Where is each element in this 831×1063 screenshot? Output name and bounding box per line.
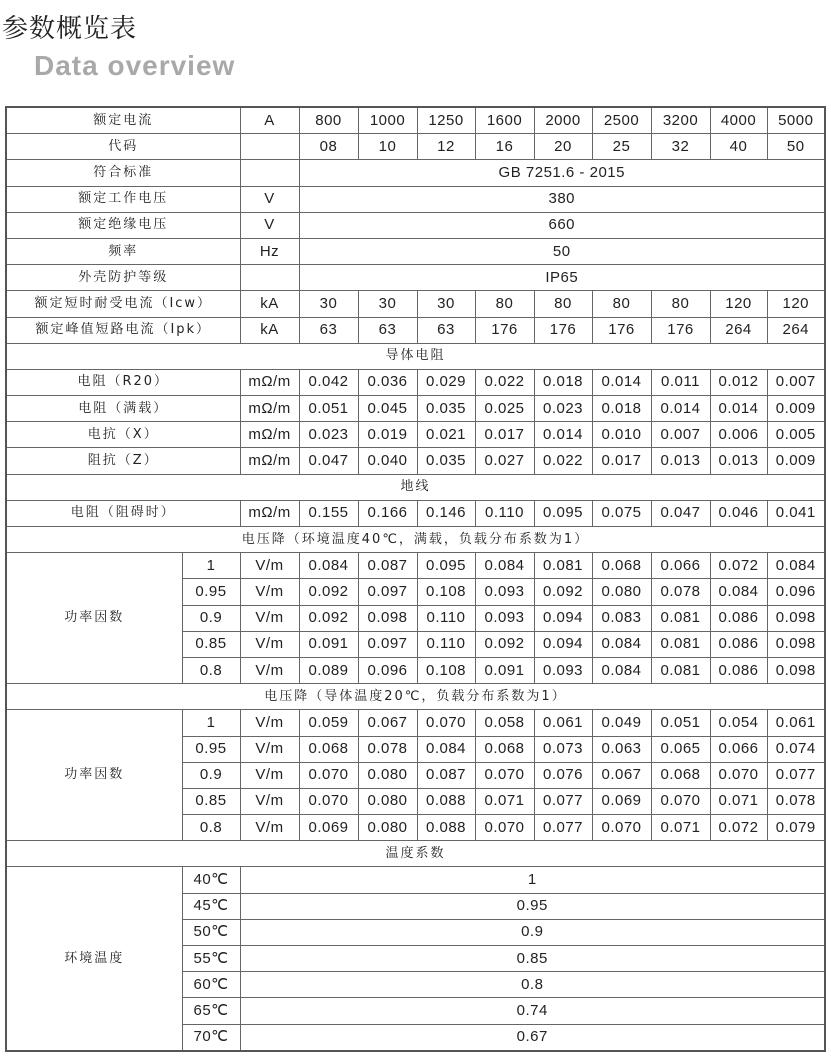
temperature-cell: 65℃ — [182, 998, 240, 1024]
column-header-cell: 5000 — [767, 107, 825, 134]
value-cell: 0.047 — [651, 500, 710, 526]
value-cell: 0.075 — [592, 500, 651, 526]
temperature-cell: 45℃ — [182, 893, 240, 919]
section-title: 温度系数 — [6, 841, 825, 867]
unit-cell: Hz — [240, 238, 299, 264]
value-cell: 0.040 — [358, 448, 417, 474]
value-cell: 176 — [651, 317, 710, 343]
value-cell: 80 — [651, 291, 710, 317]
value-cell: 0.078 — [767, 788, 825, 814]
value-cell: 0.086 — [710, 605, 767, 631]
coefficient-cell: 0.95 — [240, 893, 825, 919]
table-row-code — [6, 134, 825, 160]
value-cell: 0.079 — [767, 815, 825, 841]
row-label: 阻抗（Z） — [6, 448, 240, 474]
value-cell: 50 — [299, 238, 825, 264]
value-cell: 0.058 — [475, 710, 534, 736]
value-cell: 0.011 — [651, 369, 710, 395]
value-cell: 80 — [475, 291, 534, 317]
value-cell: 0.087 — [417, 762, 475, 788]
row-label: 符合标准 — [6, 160, 240, 186]
value-cell: 0.091 — [299, 631, 358, 657]
unit-cell — [240, 134, 299, 160]
value-cell: 120 — [767, 291, 825, 317]
table-row-standard — [6, 160, 825, 186]
value-cell: 0.007 — [651, 422, 710, 448]
section-header-ground-wire — [6, 474, 825, 500]
value-cell: 0.042 — [299, 369, 358, 395]
value-cell: 0.065 — [651, 736, 710, 762]
value-cell: 0.084 — [475, 553, 534, 579]
table-row — [6, 867, 825, 893]
power-factor-cell: 0.8 — [182, 815, 240, 841]
table-row — [6, 422, 825, 448]
value-cell: 0.070 — [417, 710, 475, 736]
value-cell: 0.092 — [534, 579, 592, 605]
value-cell: 0.010 — [592, 422, 651, 448]
value-cell: 0.084 — [417, 736, 475, 762]
value-cell: 0.022 — [534, 448, 592, 474]
row-label: 额定工作电压 — [6, 186, 240, 212]
coefficient-cell: 0.67 — [240, 1024, 825, 1051]
value-cell: 264 — [767, 317, 825, 343]
value-cell: 0.098 — [358, 605, 417, 631]
value-cell: 0.087 — [358, 553, 417, 579]
row-label: 电阻（R20） — [6, 369, 240, 395]
value-cell: 0.021 — [417, 422, 475, 448]
value-cell: 0.005 — [767, 422, 825, 448]
column-header-cell: 1250 — [417, 107, 475, 134]
group-label: 环境温度 — [6, 867, 182, 1051]
value-cell: 0.081 — [651, 605, 710, 631]
table-row — [6, 500, 825, 526]
value-cell: 0.070 — [592, 815, 651, 841]
value-cell: 63 — [417, 317, 475, 343]
value-cell: 0.066 — [651, 553, 710, 579]
value-cell: 50 — [767, 134, 825, 160]
value-cell: 0.029 — [417, 369, 475, 395]
value-cell: 0.068 — [651, 762, 710, 788]
section-header-temperature-coefficient — [6, 841, 825, 867]
value-cell: 176 — [534, 317, 592, 343]
value-cell: 0.061 — [534, 710, 592, 736]
temperature-cell: 50℃ — [182, 919, 240, 945]
value-cell: 0.012 — [710, 369, 767, 395]
value-cell: 0.092 — [475, 631, 534, 657]
unit-cell: mΩ/m — [240, 500, 299, 526]
value-cell: 0.025 — [475, 396, 534, 422]
value-cell: 0.084 — [592, 631, 651, 657]
value-cell: 0.093 — [475, 605, 534, 631]
value-cell: 0.077 — [534, 788, 592, 814]
value-cell: 10 — [358, 134, 417, 160]
page-subtitle: Data overview — [34, 50, 236, 81]
value-cell: 120 — [710, 291, 767, 317]
value-cell: 0.077 — [534, 815, 592, 841]
value-cell: 0.006 — [710, 422, 767, 448]
value-cell: 0.069 — [592, 788, 651, 814]
value-cell: 0.059 — [299, 710, 358, 736]
table-body — [6, 107, 825, 1051]
coefficient-cell: 0.74 — [240, 998, 825, 1024]
value-cell: 0.023 — [534, 396, 592, 422]
row-label: 电阻（满载） — [6, 396, 240, 422]
value-cell: 0.071 — [475, 788, 534, 814]
value-cell: 0.035 — [417, 396, 475, 422]
value-cell: 0.071 — [651, 815, 710, 841]
value-cell: 0.054 — [710, 710, 767, 736]
row-label: 额定电流 — [6, 107, 240, 134]
group-label: 功率因数 — [6, 710, 182, 841]
value-cell: 0.014 — [710, 396, 767, 422]
power-factor-cell: 0.85 — [182, 788, 240, 814]
value-cell: 0.070 — [299, 762, 358, 788]
value-cell: 0.084 — [592, 657, 651, 683]
unit-cell — [240, 160, 299, 186]
unit-cell: V — [240, 186, 299, 212]
value-cell: 0.072 — [710, 815, 767, 841]
value-cell: 25 — [592, 134, 651, 160]
power-factor-cell: 0.95 — [182, 579, 240, 605]
unit-cell: kA — [240, 317, 299, 343]
unit-cell: mΩ/m — [240, 422, 299, 448]
data-overview-table — [5, 106, 826, 1052]
value-cell: 0.047 — [299, 448, 358, 474]
value-cell: 0.078 — [651, 579, 710, 605]
value-cell: 0.068 — [299, 736, 358, 762]
group-label: 功率因数 — [6, 553, 182, 684]
coefficient-cell: 0.8 — [240, 972, 825, 998]
value-cell: 0.018 — [592, 396, 651, 422]
table-row-icw — [6, 291, 825, 317]
value-cell: 16 — [475, 134, 534, 160]
value-cell: 0.061 — [767, 710, 825, 736]
value-cell: 0.070 — [475, 762, 534, 788]
value-cell: 0.094 — [534, 605, 592, 631]
section-header-voltage-drop-20c — [6, 684, 825, 710]
unit-cell: V/m — [240, 815, 299, 841]
unit-cell: V/m — [240, 657, 299, 683]
temperature-cell: 70℃ — [182, 1024, 240, 1051]
value-cell: 12 — [417, 134, 475, 160]
value-cell: 0.049 — [592, 710, 651, 736]
temperature-cell: 40℃ — [182, 867, 240, 893]
table-row-working-voltage — [6, 186, 825, 212]
value-cell: 0.110 — [417, 605, 475, 631]
value-cell: 0.092 — [299, 605, 358, 631]
value-cell: 0.095 — [534, 500, 592, 526]
row-label: 外壳防护等级 — [6, 265, 240, 291]
value-cell: 0.098 — [767, 657, 825, 683]
value-cell: 0.035 — [417, 448, 475, 474]
value-cell: 176 — [592, 317, 651, 343]
value-cell: 0.023 — [299, 422, 358, 448]
value-cell: 0.078 — [358, 736, 417, 762]
table-row-insulation-voltage — [6, 212, 825, 238]
value-cell: 0.086 — [710, 657, 767, 683]
value-cell: 0.051 — [299, 396, 358, 422]
column-header-cell: 2000 — [534, 107, 592, 134]
table-row-rated-current — [6, 107, 825, 134]
table-row — [6, 553, 825, 579]
value-cell: 0.080 — [592, 579, 651, 605]
value-cell: 0.071 — [710, 788, 767, 814]
value-cell: 63 — [358, 317, 417, 343]
unit-cell: A — [240, 107, 299, 134]
value-cell: 0.096 — [358, 657, 417, 683]
section-title: 导体电阻 — [6, 343, 825, 369]
value-cell: 0.068 — [475, 736, 534, 762]
value-cell: 0.036 — [358, 369, 417, 395]
value-cell: 0.046 — [710, 500, 767, 526]
value-cell: 0.095 — [417, 553, 475, 579]
unit-cell: mΩ/m — [240, 396, 299, 422]
section-title: 电压降（环境温度40℃，满载，负载分布系数为1） — [6, 527, 825, 553]
unit-cell: V/m — [240, 631, 299, 657]
unit-cell: V/m — [240, 710, 299, 736]
coefficient-cell: 1 — [240, 867, 825, 893]
table-row — [6, 710, 825, 736]
value-cell: 0.066 — [710, 736, 767, 762]
coefficient-cell: 0.85 — [240, 946, 825, 972]
value-cell: 0.097 — [358, 579, 417, 605]
unit-cell: V/m — [240, 605, 299, 631]
power-factor-cell: 0.8 — [182, 657, 240, 683]
unit-cell: V/m — [240, 553, 299, 579]
value-cell: 0.070 — [710, 762, 767, 788]
value-cell: 0.108 — [417, 657, 475, 683]
value-cell: 30 — [299, 291, 358, 317]
table-row — [6, 369, 825, 395]
value-cell: 0.063 — [592, 736, 651, 762]
unit-cell — [240, 265, 299, 291]
value-cell: 20 — [534, 134, 592, 160]
temperature-cell: 55℃ — [182, 946, 240, 972]
value-cell: 0.086 — [710, 631, 767, 657]
power-factor-cell: 0.9 — [182, 762, 240, 788]
value-cell: 0.017 — [475, 422, 534, 448]
unit-cell: kA — [240, 291, 299, 317]
value-cell: 0.076 — [534, 762, 592, 788]
value-cell: 0.070 — [299, 788, 358, 814]
value-cell: 08 — [299, 134, 358, 160]
value-cell: 0.098 — [767, 631, 825, 657]
row-label: 代码 — [6, 134, 240, 160]
value-cell: 0.088 — [417, 788, 475, 814]
value-cell: 0.073 — [534, 736, 592, 762]
section-title: 地线 — [6, 474, 825, 500]
power-factor-cell: 1 — [182, 710, 240, 736]
value-cell: 0.146 — [417, 500, 475, 526]
table-row — [6, 396, 825, 422]
row-label: 电抗（X） — [6, 422, 240, 448]
value-cell: 0.014 — [534, 422, 592, 448]
value-cell: 0.080 — [358, 815, 417, 841]
value-cell: 0.084 — [299, 553, 358, 579]
unit-cell: V — [240, 212, 299, 238]
value-cell: 0.080 — [358, 762, 417, 788]
value-cell: 0.083 — [592, 605, 651, 631]
coefficient-cell: 0.9 — [240, 919, 825, 945]
value-cell: GB 7251.6 - 2015 — [299, 160, 825, 186]
value-cell: 0.081 — [534, 553, 592, 579]
value-cell: IP65 — [299, 265, 825, 291]
value-cell: 0.093 — [534, 657, 592, 683]
value-cell: 0.018 — [534, 369, 592, 395]
column-header-cell: 2500 — [592, 107, 651, 134]
value-cell: 0.009 — [767, 396, 825, 422]
column-header-cell: 1600 — [475, 107, 534, 134]
value-cell: 0.097 — [358, 631, 417, 657]
section-header-voltage-drop-40c — [6, 527, 825, 553]
value-cell: 0.110 — [417, 631, 475, 657]
value-cell: 0.088 — [417, 815, 475, 841]
value-cell: 0.013 — [651, 448, 710, 474]
value-cell: 0.007 — [767, 369, 825, 395]
value-cell: 0.051 — [651, 710, 710, 736]
value-cell: 0.092 — [299, 579, 358, 605]
row-label: 频率 — [6, 238, 240, 264]
value-cell: 264 — [710, 317, 767, 343]
value-cell: 0.096 — [767, 579, 825, 605]
value-cell: 0.098 — [767, 605, 825, 631]
power-factor-cell: 0.85 — [182, 631, 240, 657]
value-cell: 32 — [651, 134, 710, 160]
value-cell: 0.081 — [651, 657, 710, 683]
value-cell: 0.022 — [475, 369, 534, 395]
table-row — [6, 448, 825, 474]
section-title: 电压降（导体温度20℃，负载分布系数为1） — [6, 684, 825, 710]
unit-cell: V/m — [240, 762, 299, 788]
value-cell: 0.019 — [358, 422, 417, 448]
value-cell: 0.155 — [299, 500, 358, 526]
value-cell: 63 — [299, 317, 358, 343]
unit-cell: mΩ/m — [240, 448, 299, 474]
value-cell: 380 — [299, 186, 825, 212]
row-label: 额定峰值短路电流（Ipk） — [6, 317, 240, 343]
value-cell: 0.094 — [534, 631, 592, 657]
value-cell: 0.013 — [710, 448, 767, 474]
unit-cell: mΩ/m — [240, 369, 299, 395]
value-cell: 0.091 — [475, 657, 534, 683]
value-cell: 0.108 — [417, 579, 475, 605]
value-cell: 30 — [358, 291, 417, 317]
column-header-cell: 4000 — [710, 107, 767, 134]
value-cell: 0.084 — [767, 553, 825, 579]
value-cell: 0.077 — [767, 762, 825, 788]
value-cell: 0.084 — [710, 579, 767, 605]
value-cell: 40 — [710, 134, 767, 160]
column-header-cell: 3200 — [651, 107, 710, 134]
value-cell: 0.068 — [592, 553, 651, 579]
value-cell: 0.089 — [299, 657, 358, 683]
value-cell: 0.081 — [651, 631, 710, 657]
row-label: 电阻（阻碍时） — [6, 500, 240, 526]
value-cell: 0.014 — [592, 369, 651, 395]
value-cell: 0.069 — [299, 815, 358, 841]
value-cell: 0.072 — [710, 553, 767, 579]
value-cell: 0.070 — [651, 788, 710, 814]
row-label: 额定短时耐受电流（Icw） — [6, 291, 240, 317]
column-header-cell: 1000 — [358, 107, 417, 134]
value-cell: 0.166 — [358, 500, 417, 526]
value-cell: 0.067 — [592, 762, 651, 788]
power-factor-cell: 0.95 — [182, 736, 240, 762]
value-cell: 0.074 — [767, 736, 825, 762]
value-cell: 0.009 — [767, 448, 825, 474]
value-cell: 30 — [417, 291, 475, 317]
value-cell: 0.027 — [475, 448, 534, 474]
value-cell: 0.014 — [651, 396, 710, 422]
value-cell: 0.093 — [475, 579, 534, 605]
table-row-frequency — [6, 238, 825, 264]
unit-cell: V/m — [240, 788, 299, 814]
column-header-cell: 800 — [299, 107, 358, 134]
power-factor-cell: 1 — [182, 553, 240, 579]
unit-cell: V/m — [240, 579, 299, 605]
table-row-protection — [6, 265, 825, 291]
power-factor-cell: 0.9 — [182, 605, 240, 631]
temperature-cell: 60℃ — [182, 972, 240, 998]
table-row-ipk — [6, 317, 825, 343]
value-cell: 0.041 — [767, 500, 825, 526]
page-title: 参数概览表 — [2, 14, 138, 44]
section-header-conductor-resistance — [6, 343, 825, 369]
row-label: 额定绝缘电压 — [6, 212, 240, 238]
value-cell: 0.070 — [475, 815, 534, 841]
value-cell: 660 — [299, 212, 825, 238]
value-cell: 0.017 — [592, 448, 651, 474]
value-cell: 80 — [534, 291, 592, 317]
value-cell: 0.067 — [358, 710, 417, 736]
value-cell: 176 — [475, 317, 534, 343]
value-cell: 0.080 — [358, 788, 417, 814]
value-cell: 0.045 — [358, 396, 417, 422]
value-cell: 0.110 — [475, 500, 534, 526]
value-cell: 80 — [592, 291, 651, 317]
unit-cell: V/m — [240, 736, 299, 762]
